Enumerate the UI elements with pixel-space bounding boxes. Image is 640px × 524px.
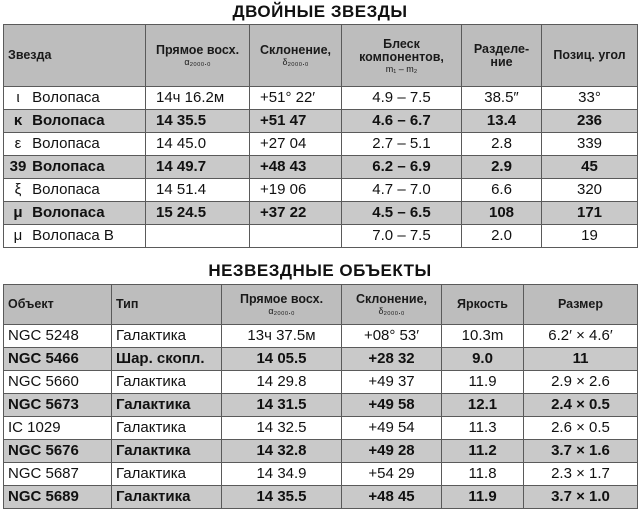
star-designation: μ <box>13 227 23 244</box>
ra-cell: 14 29.8 <box>222 371 342 394</box>
header-star: Звезда <box>4 25 146 87</box>
header-dec: Склонение, δ₂₀₀₀.₀ <box>342 285 442 325</box>
star-designation: μ <box>13 204 23 221</box>
star-constellation: Волопаса <box>32 135 100 152</box>
header-separation: Разделе-ние <box>462 25 542 87</box>
header-size: Размер <box>524 285 638 325</box>
header-dec: Склонение, δ₂₀₀₀.₀ <box>250 25 342 87</box>
separation-cell: 2.0 <box>462 225 542 248</box>
position-angle-cell: 339 <box>542 133 638 156</box>
dec-cell: +54 29 <box>342 463 442 486</box>
position-angle-cell: 45 <box>542 156 638 179</box>
ra-cell: 14 32.8 <box>222 440 342 463</box>
dec-cell: +49 37 <box>342 371 442 394</box>
header-ra-epoch: α₂₀₀₀.₀ <box>268 306 295 316</box>
star-constellation: Волопаса <box>32 158 105 175</box>
ra-cell: 14ч 16.2м <box>146 87 250 110</box>
object-cell: IC 1029 <box>4 417 112 440</box>
brightness-cell: 9.0 <box>442 348 524 371</box>
dec-cell: +08° 53′ <box>342 325 442 348</box>
size-cell: 2.6 × 0.5 <box>524 417 638 440</box>
separation-cell: 6.6 <box>462 179 542 202</box>
star-constellation: Волопаса <box>32 204 105 221</box>
ra-cell: 15 24.5 <box>146 202 250 225</box>
object-cell: NGC 5248 <box>4 325 112 348</box>
double-stars-header-row <box>4 25 638 87</box>
type-cell: Галактика <box>112 394 222 417</box>
ra-cell: 14 35.5 <box>146 110 250 133</box>
ra-cell: 14 49.7 <box>146 156 250 179</box>
brightness-cell: 11.9 <box>442 371 524 394</box>
header-position-angle: Позиц. угол <box>542 25 638 87</box>
type-cell: Галактика <box>112 325 222 348</box>
size-cell: 6.2′ × 4.6′ <box>524 325 638 348</box>
table-row <box>4 133 638 156</box>
header-ra-epoch: α₂₀₀₀.₀ <box>184 57 211 67</box>
header-ra: Прямое восх. α₂₀₀₀.₀ <box>146 25 250 87</box>
header-object: Объект <box>4 285 112 325</box>
size-cell: 3.7 × 1.0 <box>524 486 638 509</box>
brightness-cell: 11.8 <box>442 463 524 486</box>
magnitude-cell: 4.6 – 6.7 <box>342 110 462 133</box>
size-cell: 2.3 × 1.7 <box>524 463 638 486</box>
dec-cell: +51° 22′ <box>250 87 342 110</box>
double-stars-table <box>3 24 638 248</box>
star-designation: ξ <box>14 181 22 198</box>
type-cell: Галактика <box>112 440 222 463</box>
ra-cell: 14 51.4 <box>146 179 250 202</box>
size-cell: 2.4 × 0.5 <box>524 394 638 417</box>
position-angle-cell: 19 <box>542 225 638 248</box>
magnitude-cell: 4.9 – 7.5 <box>342 87 462 110</box>
dec-cell: +49 28 <box>342 440 442 463</box>
object-cell: NGC 5673 <box>4 394 112 417</box>
table-row <box>4 440 638 463</box>
position-angle-cell: 33° <box>542 87 638 110</box>
object-cell: NGC 5660 <box>4 371 112 394</box>
table-row <box>4 325 638 348</box>
table-row <box>4 202 638 225</box>
header-magnitude: Блеск компонентов, m₁ – m₂ <box>342 25 462 87</box>
table-row <box>4 156 638 179</box>
nonstellar-table <box>3 284 638 509</box>
brightness-cell: 10.3m <box>442 325 524 348</box>
ra-cell: 14 05.5 <box>222 348 342 371</box>
header-brightness: Яркость <box>442 285 524 325</box>
separation-cell: 108 <box>462 202 542 225</box>
dec-cell: +28 32 <box>342 348 442 371</box>
nonstellar-title: НЕЗВЕЗДНЫЕ ОБЪЕКТЫ <box>208 261 432 280</box>
dec-cell: +37 22 <box>250 202 342 225</box>
ra-cell: 14 35.5 <box>222 486 342 509</box>
star-constellation: Волопаса <box>32 181 100 198</box>
star-cell <box>4 87 146 110</box>
dec-cell: +51 47 <box>250 110 342 133</box>
star-cell <box>4 179 146 202</box>
star-constellation: Волопаса <box>32 112 105 129</box>
size-cell: 11 <box>524 348 638 371</box>
size-cell: 3.7 × 1.6 <box>524 440 638 463</box>
table-row <box>4 371 638 394</box>
table-row <box>4 394 638 417</box>
size-cell: 2.9 × 2.6 <box>524 371 638 394</box>
star-designation: 39 <box>9 158 27 175</box>
brightness-cell: 11.2 <box>442 440 524 463</box>
ra-cell: 14 31.5 <box>222 394 342 417</box>
brightness-cell: 11.3 <box>442 417 524 440</box>
object-cell: NGC 5466 <box>4 348 112 371</box>
magnitude-cell: 2.7 – 5.1 <box>342 133 462 156</box>
dec-cell: +49 54 <box>342 417 442 440</box>
star-cell <box>4 202 146 225</box>
separation-cell: 38.5″ <box>462 87 542 110</box>
star-cell <box>4 225 146 248</box>
table-row <box>4 486 638 509</box>
magnitude-cell: 6.2 – 6.9 <box>342 156 462 179</box>
header-magnitude-components: m₁ – m₂ <box>385 63 418 74</box>
object-cell: NGC 5687 <box>4 463 112 486</box>
star-cell <box>4 110 146 133</box>
position-angle-cell: 236 <box>542 110 638 133</box>
type-cell: Галактика <box>112 371 222 394</box>
table-row <box>4 225 638 248</box>
header-ra: Прямое восх. α₂₀₀₀.₀ <box>222 285 342 325</box>
type-cell: Галактика <box>112 417 222 440</box>
separation-cell: 2.8 <box>462 133 542 156</box>
type-cell: Шар. скопл. <box>112 348 222 371</box>
magnitude-cell: 4.5 – 6.5 <box>342 202 462 225</box>
dec-cell: +27 04 <box>250 133 342 156</box>
object-cell: NGC 5676 <box>4 440 112 463</box>
dec-cell: +49 58 <box>342 394 442 417</box>
dec-cell <box>250 225 342 248</box>
star-designation: ε <box>14 135 22 152</box>
star-cell <box>4 156 146 179</box>
ra-cell: 14 45.0 <box>146 133 250 156</box>
table-row <box>4 179 638 202</box>
position-angle-cell: 171 <box>542 202 638 225</box>
ra-cell: 13ч 37.5м <box>222 325 342 348</box>
star-constellation: Волопаса B <box>32 227 114 244</box>
type-cell: Галактика <box>112 463 222 486</box>
dec-cell: +19 06 <box>250 179 342 202</box>
position-angle-cell: 320 <box>542 179 638 202</box>
double-stars-title: ДВОЙНЫЕ ЗВЕЗДЫ <box>232 2 408 21</box>
brightness-cell: 12.1 <box>442 394 524 417</box>
header-dec-epoch: δ₂₀₀₀.₀ <box>378 306 405 316</box>
table-row <box>4 463 638 486</box>
table-row <box>4 110 638 133</box>
star-designation: ι <box>16 89 20 106</box>
ra-cell: 14 32.5 <box>222 417 342 440</box>
separation-cell: 13.4 <box>462 110 542 133</box>
nonstellar-header-row <box>4 285 638 325</box>
magnitude-cell: 4.7 – 7.0 <box>342 179 462 202</box>
dec-cell: +48 45 <box>342 486 442 509</box>
table-row <box>4 87 638 110</box>
object-cell: NGC 5689 <box>4 486 112 509</box>
star-cell <box>4 133 146 156</box>
magnitude-cell: 7.0 – 7.5 <box>342 225 462 248</box>
ra-cell: 14 34.9 <box>222 463 342 486</box>
table-row <box>4 417 638 440</box>
type-cell: Галактика <box>112 486 222 509</box>
brightness-cell: 11.9 <box>442 486 524 509</box>
header-type: Тип <box>112 285 222 325</box>
separation-cell: 2.9 <box>462 156 542 179</box>
dec-cell: +48 43 <box>250 156 342 179</box>
ra-cell <box>146 225 250 248</box>
star-designation: κ <box>13 112 23 129</box>
header-dec-epoch: δ₂₀₀₀.₀ <box>282 57 309 67</box>
table-row <box>4 348 638 371</box>
star-constellation: Волопаса <box>32 89 100 106</box>
